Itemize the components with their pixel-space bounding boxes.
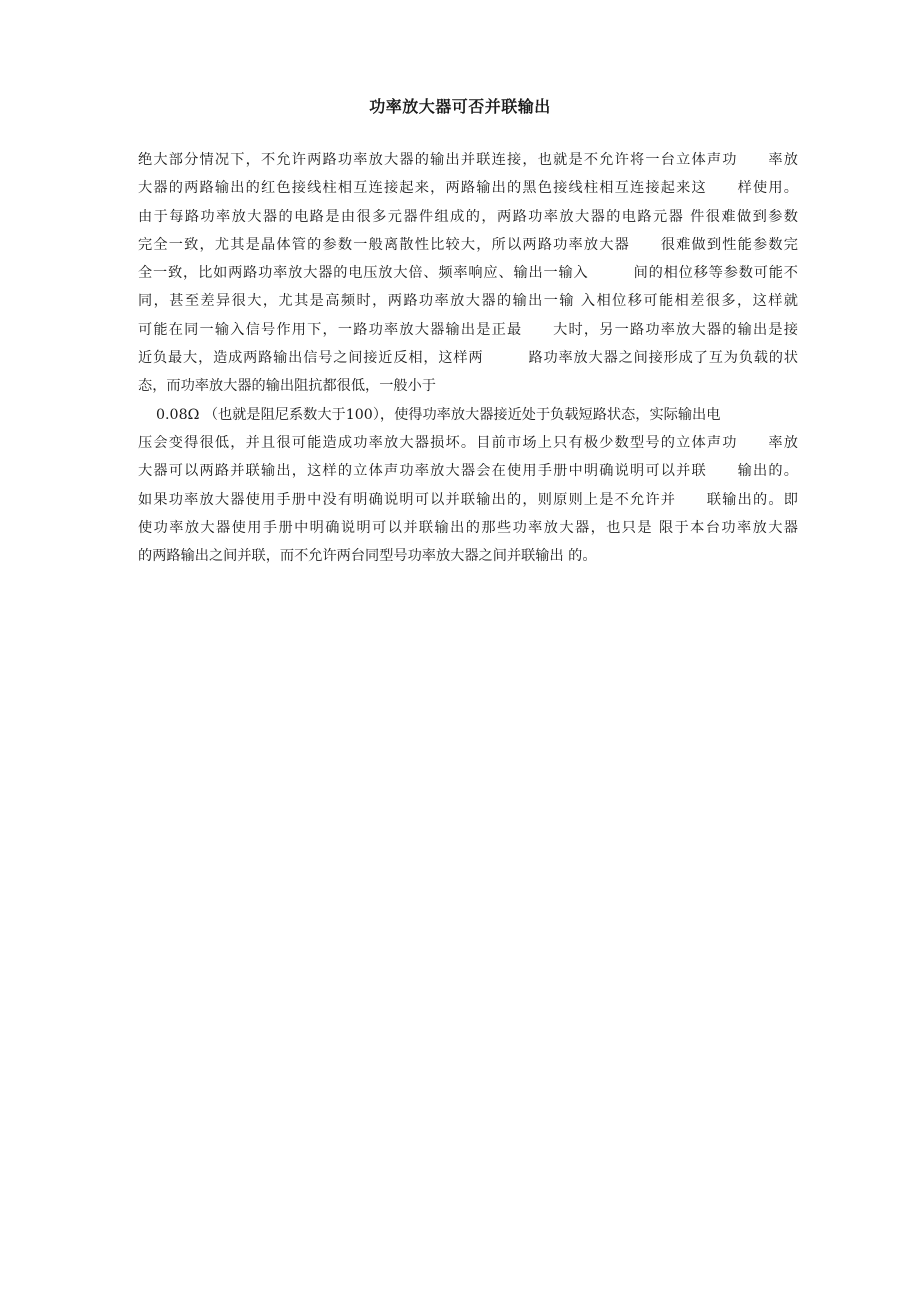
body-line: 大器可以两路并联输出，这样的立体声功率放大器会在使用手册中明确说明可以并联 输出的。 (138, 463, 798, 480)
body-line: 绝大部分情况下，不允许两路功率放大器的输出并联连接，也就是不允许将一台立体声功 率放 (138, 152, 798, 168)
body-line: 大器的两路输出的红色接线柱相互连接起来，两路输出的黑色接线柱相互连接起来这 样使用。 (138, 180, 798, 197)
body-line: 可能在同一输入信号作用下，一路功率放大器输出是正最 大时，另一路功率放大器的输出是接 (138, 321, 798, 338)
body-line: 态，而功率放大器的输出阻抗都很低，一般小于 (138, 378, 436, 395)
body-line: 完全一致，尤其是晶体管的参数一般离散性比较大，所以两路功率放大器 很难做到性能参数完 (138, 236, 798, 253)
body-line: 近负最大，造成两路输出信号之间接近反相，这样两 路功率放大器之间接形成了互为负载的状 (138, 350, 798, 367)
body-line: 0.08Ω （也就是阻尼系数大于100），使得功率放大器接近处于负载短路状态，实际输出电 (156, 406, 721, 423)
body-line: 全一致，比如两路功率放大器的电压放大倍、频率响应、输出一输入 间的相位移等参数可能不 (138, 265, 798, 282)
body-line: 由于每路功率放大器的电路是由很多元器件组成的，两路功率放大器的电路元器 件很难做到参数 (138, 208, 798, 225)
document-body (138, 146, 798, 570)
body-line: 使功率放大器使用手册中明确说明可以并联输出的那些功率放大器，也只是 限于本台功率放大器 (138, 519, 798, 536)
document-title: 功率放大器可否并联输出 (369, 97, 551, 116)
body-line: 如果功率放大器使用手册中没有明确说明可以并联输出的，则原则上是不允许并 联输出的。即 (138, 491, 798, 508)
body-line: 同，甚至差异很大，尤其是高频时，两路功率放大器的输出一输 入相位移可能相差很多，这样就 (138, 293, 798, 310)
body-line: 压会变得很低，并且很可能造成功率放大器损坏。目前市场上只有极少数型号的立体声功 率放 (138, 434, 798, 451)
body-line: 的两路输出之间并联，而不允许两台同型号功率放大器之间并联输出 的。 (138, 548, 597, 565)
